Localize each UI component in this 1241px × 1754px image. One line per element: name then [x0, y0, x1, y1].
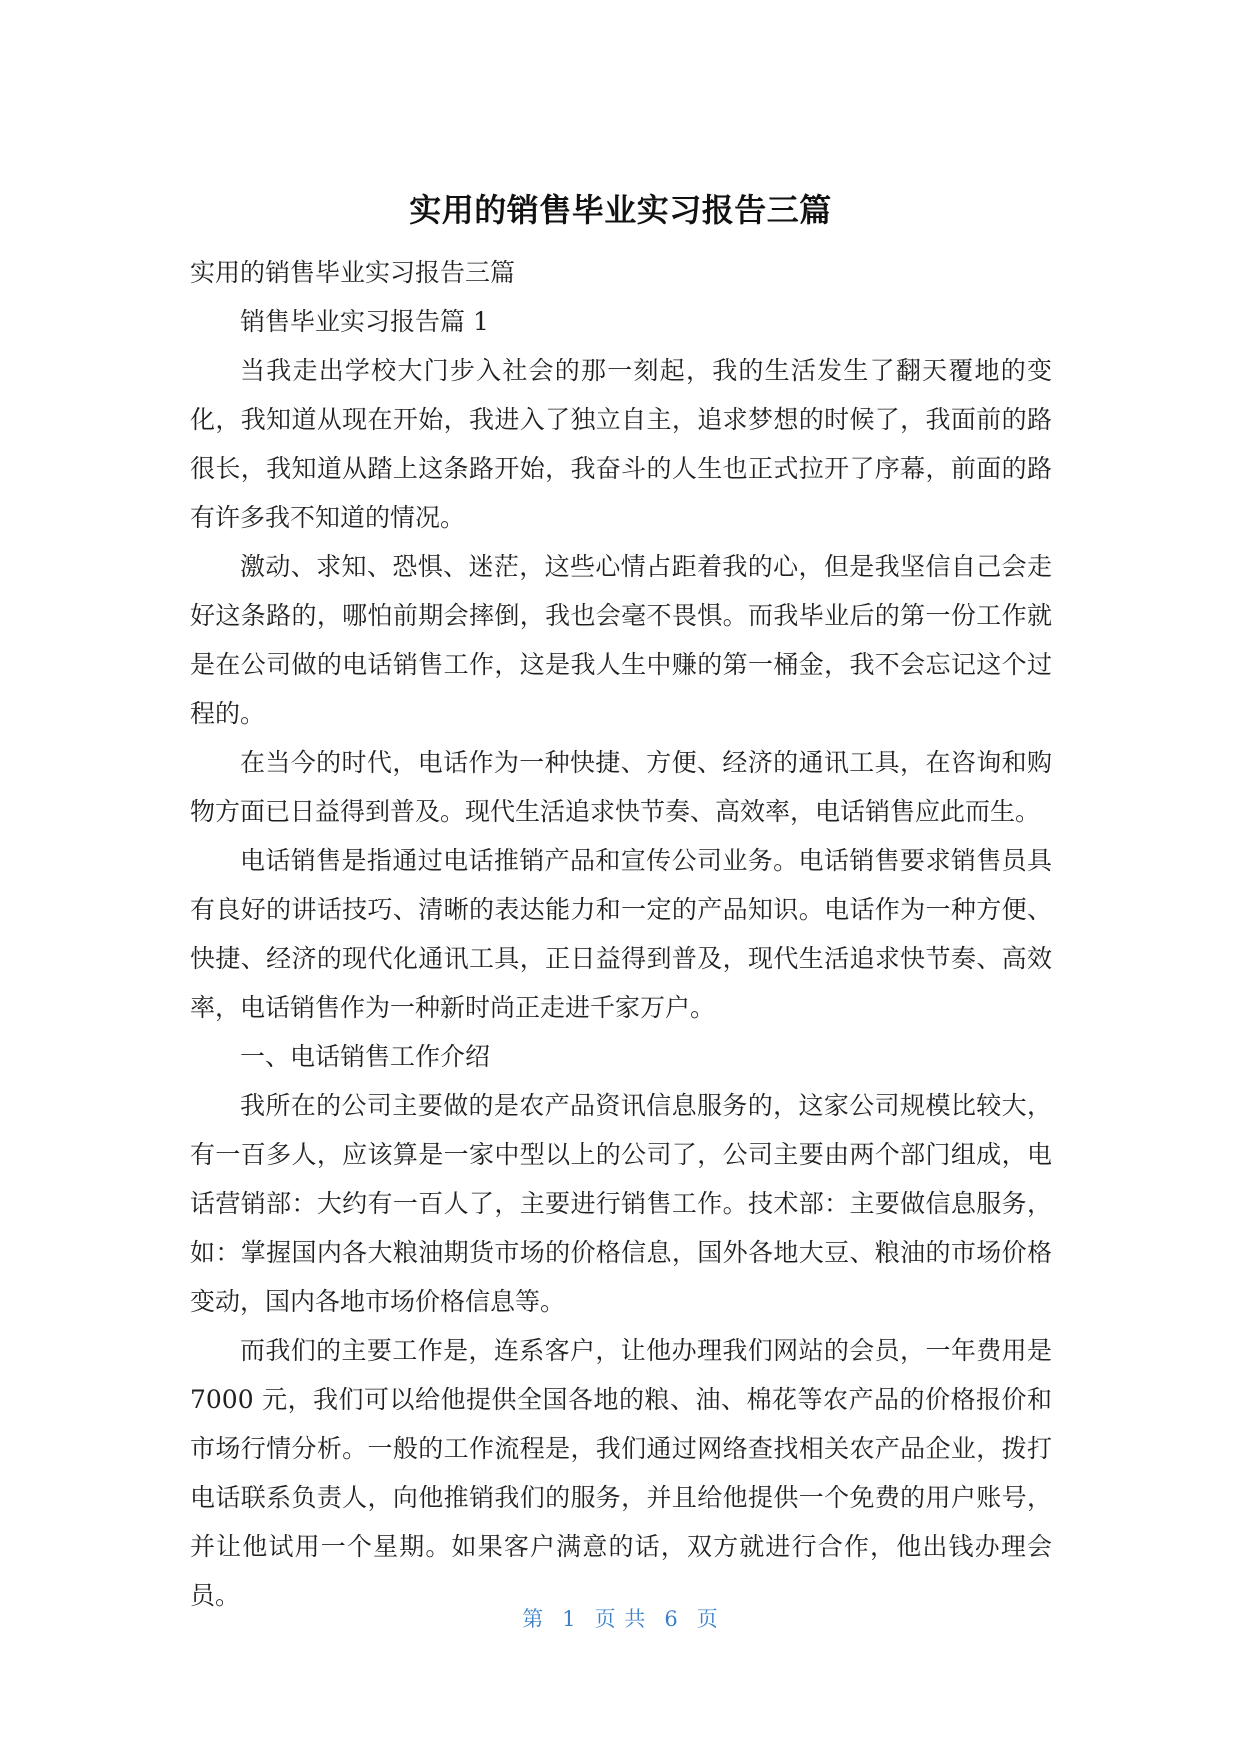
paragraph: 在当今的时代，电话作为一种快捷、方便、经济的通讯工具，在咨询和购物方面已日益得到普及。现代生活追求快节奏、高效率，电话销售应此而生。: [190, 748, 1052, 826]
section-heading: 销售毕业实习报告篇 1: [240, 307, 489, 336]
page-label-prefix: 第: [522, 1607, 545, 1631]
document-body: [190, 248, 1052, 1620]
current-page-number: 1: [562, 1607, 577, 1631]
document-title: 实用的销售毕业实习报告三篇: [409, 191, 832, 229]
paragraph: 激动、求知、恐惧、迷茫，这些心情占距着我的心，但是我坚信自己会走好这条路的，哪怕前期会摔倒，我也会毫不畏惧。而我毕业后的第一份工作就是在公司做的电话销售工作，这是我人生中赚的第一桶金，我不会忘记这个过程的。: [190, 552, 1052, 728]
document-subtitle: 实用的销售毕业实习报告三篇: [190, 258, 516, 287]
paragraph: 电话销售是指通过电话推销产品和宣传公司业务。电话销售要求销售员具有良好的讲话技巧、清晰的表达能力和一定的产品知识。电话作为一种方便、快捷、经济的现代化通讯工具，正日益得到普及，现代生活追求快节奏、高效率，电话销售作为一种新时尚正走进千家万户。: [190, 846, 1052, 1022]
subsection-heading: 一、电话销售工作介绍: [240, 1042, 491, 1071]
page-footer: [0, 1604, 1241, 1634]
page-label-suffix: 页: [696, 1607, 719, 1631]
total-pages-number: 6: [664, 1607, 679, 1631]
page-label-middle: 页 共: [594, 1607, 647, 1631]
paragraph: 当我走出学校大门步入社会的那一刻起，我的生活发生了翻天覆地的变化，我知道从现在开始，我进入了独立自主，追求梦想的时候了，我面前的路很长，我知道从踏上这条路开始，我奋斗的人生也正式拉开了序幕，前面的路有许多我不知道的情况。: [190, 356, 1052, 532]
paragraph: 而我们的主要工作是，连系客户，让他办理我们网站的会员，一年费用是 7000 元，我们可以给他提供全国各地的粮、油、棉花等农产品的价格报价和市场行情分析。一般的工作流程是，我们通过网络查找相关农产品企业，拨打电话联系负责人，向他推销我们的服务，并且给他提供一个免费的用户账号，并让他试用一个星期。如果客户满意的话，双方就进行合作，他出钱办理会员。: [190, 1336, 1052, 1610]
paragraph: 我所在的公司主要做的是农产品资讯信息服务的，这家公司规模比较大，有一百多人，应该算是一家中型以上的公司了，公司主要由两个部门组成，电话营销部：大约有一百人了，主要进行销售工作。技术部：主要做信息服务，如：掌握国内各大粮油期货市场的价格信息，国外各地大豆、粮油的市场价格变动，国内各地市场价格信息等。: [190, 1091, 1052, 1316]
